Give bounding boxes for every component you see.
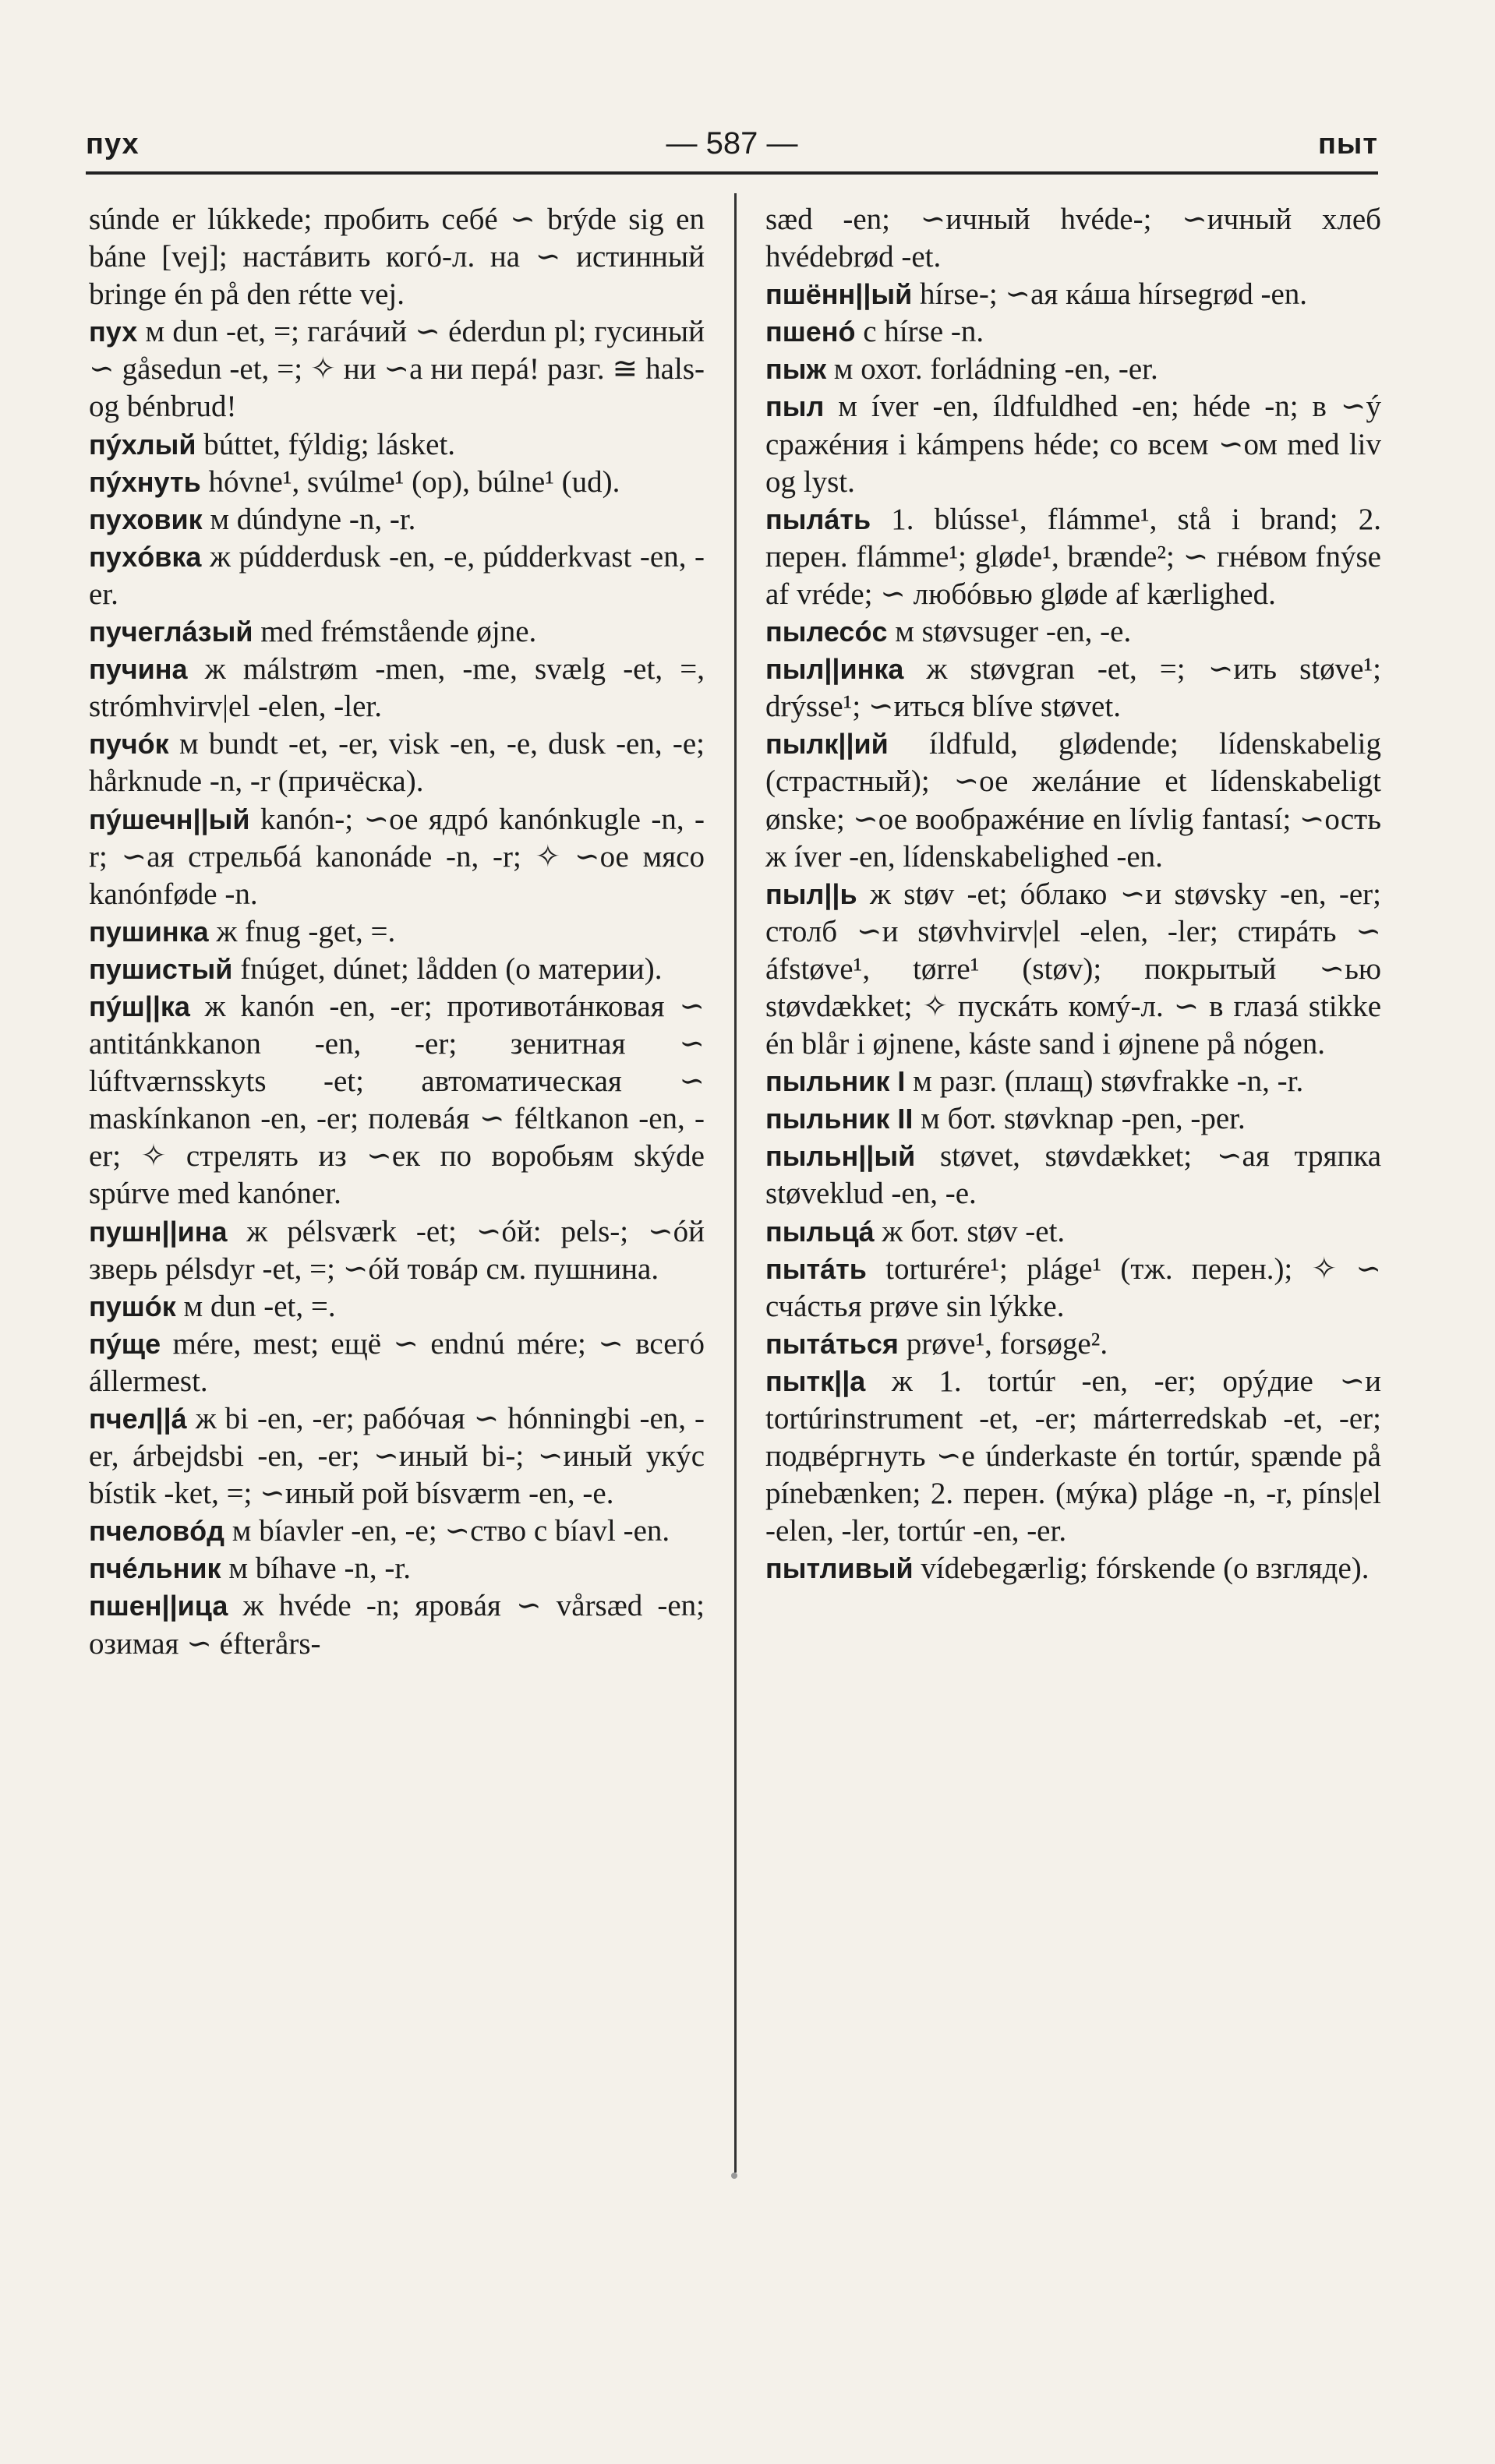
entry-definition: vídebegærlig; fórskende (о взгляде). — [921, 1551, 1370, 1586]
entry-headword: пыл — [765, 390, 825, 423]
entry-headword: пýхнуть — [89, 465, 201, 498]
dictionary-entry — [765, 1063, 1381, 1100]
dictionary-entry — [765, 1213, 1381, 1251]
left-column — [89, 201, 705, 1663]
dictionary-entry — [765, 1363, 1381, 1550]
entry-headword: пчéльник — [89, 1552, 221, 1585]
entry-headword: пчеловóд — [89, 1515, 225, 1548]
entry-headword: пучина — [89, 653, 188, 686]
entry-headword: пухóвка — [89, 540, 202, 573]
entry-definition: hóvne¹, svúlme¹ (op), búlne¹ (ud). — [208, 464, 620, 499]
entry-headword: пушóк — [89, 1290, 176, 1322]
entry-definition: súnde er lúkkede; пробить себé ∽ brýde sig en báne [vej]; настáвить когó-л. на ∽ истинный bringe én på den rétte vej. — [89, 203, 705, 312]
dictionary-entry — [765, 651, 1381, 725]
entry-definition: mére, mest; ещё ∽ endnú mére; ∽ всегó állermest. — [89, 1326, 705, 1398]
dictionary-entry — [765, 1326, 1381, 1363]
entry-definition: torturére¹; pláge¹ (тж. перен.); ✧ ∽ счáстья prøve sin lýkke. — [765, 1251, 1382, 1323]
entry-headword: пучеглáзый — [89, 616, 253, 648]
print-speck — [731, 2173, 737, 2179]
dictionary-entry — [765, 1550, 1381, 1587]
left-running-head: пух — [86, 128, 140, 161]
entry-definition: sæd -en; ∽ичный hvéde-; ∽ичный хлеб hvédebrød -et. — [765, 203, 1381, 274]
entry-headword: пучóк — [89, 728, 169, 761]
dictionary-entry — [89, 201, 705, 313]
entry-definition: búttet, fýldig; lásket. — [203, 427, 456, 461]
entry-definition: м dúndyne -n, -r. — [210, 502, 416, 536]
page-header — [86, 125, 1378, 175]
dictionary-entry — [89, 613, 705, 651]
entry-definition: м dun -et, =; гагáчий ∽ éderdun pl; гусиный ∽ gåsedun -et, =; ✧ ни ∽а ни перá! разг. ≅ hals- og bénbrud! — [89, 315, 705, 424]
dictionary-entry — [765, 351, 1381, 388]
entry-headword: пшен||ица — [89, 1590, 228, 1622]
entry-definition: м bundt -et, -er, visk -en, -e, dusk -en, -e; hårknude -n, -r (причёска). — [89, 727, 705, 799]
dictionary-entry — [89, 1587, 705, 1662]
dictionary-entry — [765, 1138, 1381, 1213]
entry-definition: ж støvgran -et, =; ∽ить støve¹; drýsse¹; ∽иться blíve støvet. — [765, 652, 1381, 724]
dictionary-entry — [89, 501, 705, 538]
entry-definition: ж 1. tortúr -en, -er; орýдие ∽и tortúrinstrument -et, -er; márterredskab -et, -er; подвéргнуть ∽е únderkaste én tortúr, spænde på pínebænken; 2. перен. (мýка) pláge -n, -r, píns|el -elen, -ler, tortúr -en, -er. — [765, 1364, 1381, 1548]
entry-definition: íldfuld, glødende; lídenskabelig (страстный); ∽ое желáние et lídenskabeligt ønske; ∽ое воображéние en lívlig fantasí; ∽ость ж íver -en, lídenskabelighed -en. — [765, 727, 1382, 874]
entry-headword: пýш||ка — [89, 990, 190, 1022]
entry-headword: пыльник II — [765, 1103, 914, 1135]
entry-headword: пылесóс — [765, 616, 888, 648]
entry-definition: ж púdderdusk -en, -e, púdderkvast -en, -er. — [89, 539, 705, 611]
entry-headword: пытк||а — [765, 1364, 866, 1397]
entry-definition: ж fnug -get, =. — [216, 914, 396, 948]
entry-definition: støvet, støvdækket; ∽ая тряпка støveklud -en, -e. — [765, 1139, 1382, 1211]
dictionary-entry — [89, 988, 705, 1213]
dictionary-entry — [89, 951, 705, 988]
entry-definition: м dun -et, =. — [183, 1289, 336, 1323]
entry-definition: м støvsuger -en, -e. — [895, 615, 1132, 649]
entry-definition: prøve¹, forsøge². — [906, 1326, 1108, 1361]
entry-headword: пылк||ий — [765, 728, 889, 761]
entry-definition: м bíavler -en, -e; ∽ство с bíavl -en. — [231, 1514, 670, 1548]
entry-headword: пýшечн||ый — [89, 803, 250, 835]
entry-headword: пыл||инка — [765, 653, 904, 686]
dictionary-entry — [89, 426, 705, 464]
entry-definition: ж kanón -en, -er; противотáнковая ∽ antitánkkanon -en, -er; зенитная ∽ lúftværnsskyts -et; автоматическая ∽ maskínkanon -en, -er; полевáя ∽ féltkanon -en, -er; ✧ стрелять из ∽ек по воробьям skýde spúrve med kanóner. — [89, 989, 705, 1211]
dictionary-entry — [89, 913, 705, 951]
page-number: — 587 — — [666, 126, 798, 161]
entry-definition: 1. blússe¹, flámme¹, stå i brand; 2. перен. flámme¹; gløde¹, brænde²; ∽ гнéвом fnýse af vréde; ∽ любóвью gløde af kærlighed. — [765, 502, 1381, 611]
entry-headword: пыльн||ый — [765, 1140, 916, 1173]
entry-headword: пшённ||ый — [765, 278, 913, 311]
dictionary-entry — [89, 1213, 705, 1288]
entry-headword: пушн||ина — [89, 1215, 228, 1248]
dictionary-entry — [89, 464, 705, 501]
entry-definition: med frémstående øjne. — [260, 615, 537, 649]
column-divider — [734, 193, 737, 2173]
entry-headword: пчел||á — [89, 1403, 187, 1435]
entry-headword: пылáть — [765, 503, 871, 535]
dictionary-entry — [89, 1513, 705, 1550]
dictionary-entry — [89, 1400, 705, 1513]
dictionary-entry — [765, 313, 1381, 351]
entry-definition: ж hvéde -n; ярoвáя ∽ vårsæd -en; озимая ∽ éfterårs- — [89, 1589, 705, 1661]
dictionary-entry — [765, 501, 1381, 613]
dictionary-entry — [765, 276, 1381, 313]
entry-headword: пуховик — [89, 503, 203, 535]
entry-headword: пыл||ь — [765, 877, 857, 910]
dictionary-entry — [89, 1550, 705, 1587]
dictionary-entry — [89, 538, 705, 613]
entry-definition: ж pélsværk -et; ∽óй: pels-; ∽óй зверь pélsdyr -et, =; ∽óй товáр см. пушнина. — [89, 1214, 705, 1286]
dictionary-entry — [765, 725, 1381, 875]
dictionary-entry — [89, 1326, 705, 1400]
entry-headword: пытáть — [765, 1252, 867, 1285]
entry-headword: пыльник I — [765, 1065, 906, 1098]
entry-headword: пшенó — [765, 316, 856, 348]
entry-headword: пытáться — [765, 1327, 899, 1360]
dictionary-entry — [765, 201, 1381, 276]
entry-definition: ж bi -en, -er; рабóчая ∽ hónningbi -en, -er, árbejdsbi -en, -er; ∽иный bi-; ∽иный укýс bístik -ket, =; ∽иный рой bísværm -en, -e. — [89, 1402, 705, 1511]
entry-definition: м íver -en, íldfuldhed -en; héde -n; в ∽ý сражéния i kámpens héde; со всем ∽ом med liv og lyst. — [765, 390, 1381, 499]
entry-headword: пыж — [765, 353, 827, 386]
dictionary-entry — [765, 1100, 1381, 1138]
dictionary-entry — [89, 651, 705, 725]
entry-definition: м bíhave -n, -r. — [228, 1551, 412, 1586]
entry-definition: kanón-; ∽ое ядрó kanónkugle -n, -r; ∽ая стрельбá kanonáde -n, -r; ✧ ∽ое мясо kanónføde -n. — [89, 802, 705, 911]
entry-headword: пушинка — [89, 915, 209, 948]
entry-definition: с hírse -n. — [863, 315, 984, 349]
right-column — [765, 201, 1381, 1587]
dictionary-entry — [765, 388, 1381, 500]
right-running-head: пыт — [1317, 128, 1378, 161]
dictionary-entry — [765, 613, 1381, 651]
entry-headword: пух — [89, 316, 138, 348]
entry-headword: пýще — [89, 1327, 161, 1360]
dictionary-entry — [89, 801, 705, 913]
entry-headword: пыльцá — [765, 1215, 875, 1248]
entry-headword: пушистый — [89, 952, 233, 985]
entry-definition: м разг. (плащ) støvfrakke -n, -r. — [913, 1064, 1304, 1099]
entry-definition: ж málstrøm -men, -me, svælg -et, =, strómhvirv|el -elen, -ler. — [89, 652, 705, 724]
entry-definition: м бот. støvknap -pen, -per. — [921, 1102, 1246, 1136]
entry-headword: пýхлый — [89, 428, 196, 461]
dictionary-entry — [765, 876, 1381, 1063]
entry-definition: hírse-; ∽ая кáша hírsegrød -en. — [920, 277, 1308, 312]
dictionary-entry — [89, 313, 705, 425]
entry-definition: ж бот. støv -et. — [882, 1214, 1066, 1248]
dictionary-entry — [765, 1251, 1381, 1326]
entry-headword: пытливый — [765, 1552, 914, 1585]
dictionary-entry — [89, 1288, 705, 1326]
entry-definition: м охот. forládning -en, -er. — [833, 352, 1158, 387]
dictionary-entry — [89, 725, 705, 800]
entry-definition: fnúget, dúnet; lådden (о материи). — [240, 951, 663, 986]
entry-definition: ж støv -et; óблако ∽и støvsky -en, -er; столб ∽и støvhvirv|el -elen, -ler; стирáть ∽ áfstøve¹, tørre¹ (støv); покрытый ∽ью støvdækket; ✧ пускáть комý-л. ∽ в глазá stikke én blår i øjnene, káste sand i øjnene på nógen. — [765, 877, 1382, 1061]
